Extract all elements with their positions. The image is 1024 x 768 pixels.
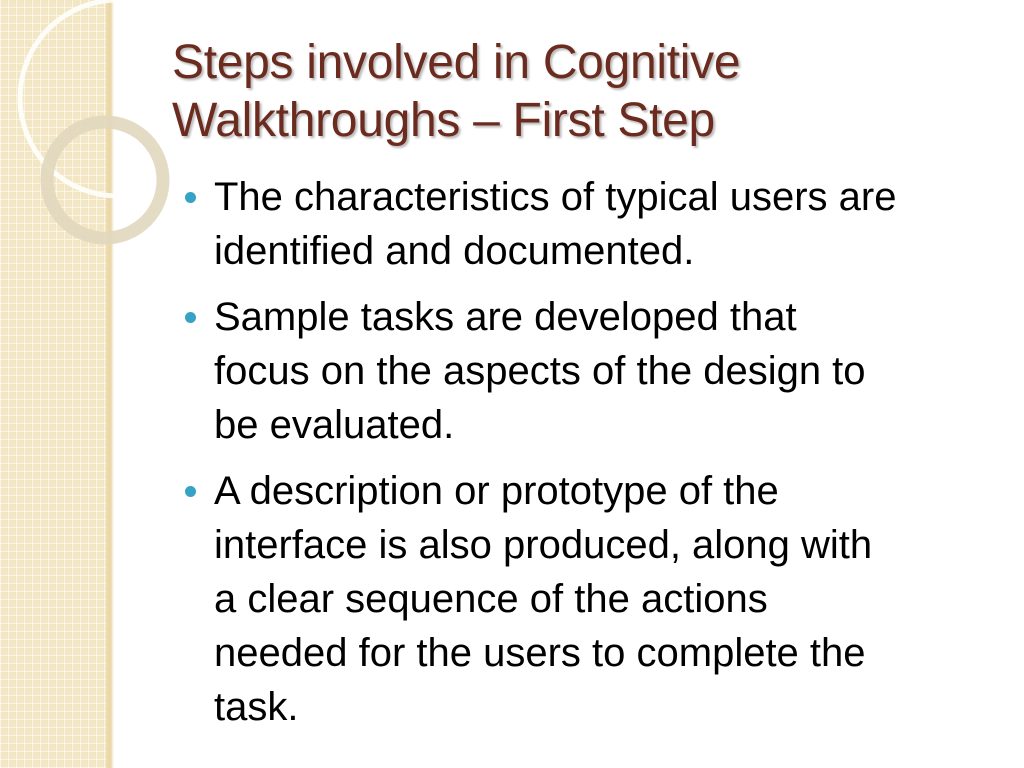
bullet-text: The characteristics of typical users are identified and documented. <box>214 175 897 273</box>
bullet-list <box>182 170 1002 746</box>
bullet-dot-icon <box>185 486 196 497</box>
bullet-dot-icon <box>185 312 196 323</box>
bullet-text: Sample tasks are developed that focus on the aspects of the design to be evaluated. <box>214 295 866 447</box>
bullet-item <box>182 170 1002 278</box>
slide-title: Steps involved in Cognitive Walkthroughs – First Step <box>172 36 741 147</box>
bullet-item <box>182 464 1002 734</box>
bullet-text: A description or prototype of the interface is also produced, along with a clear sequence of the actions needed for the users to complete the task. <box>214 469 873 729</box>
bullet-item <box>182 290 1002 452</box>
bullet-dot-icon <box>185 192 196 203</box>
band-edge <box>106 0 114 768</box>
decorative-grid-band <box>0 0 112 768</box>
